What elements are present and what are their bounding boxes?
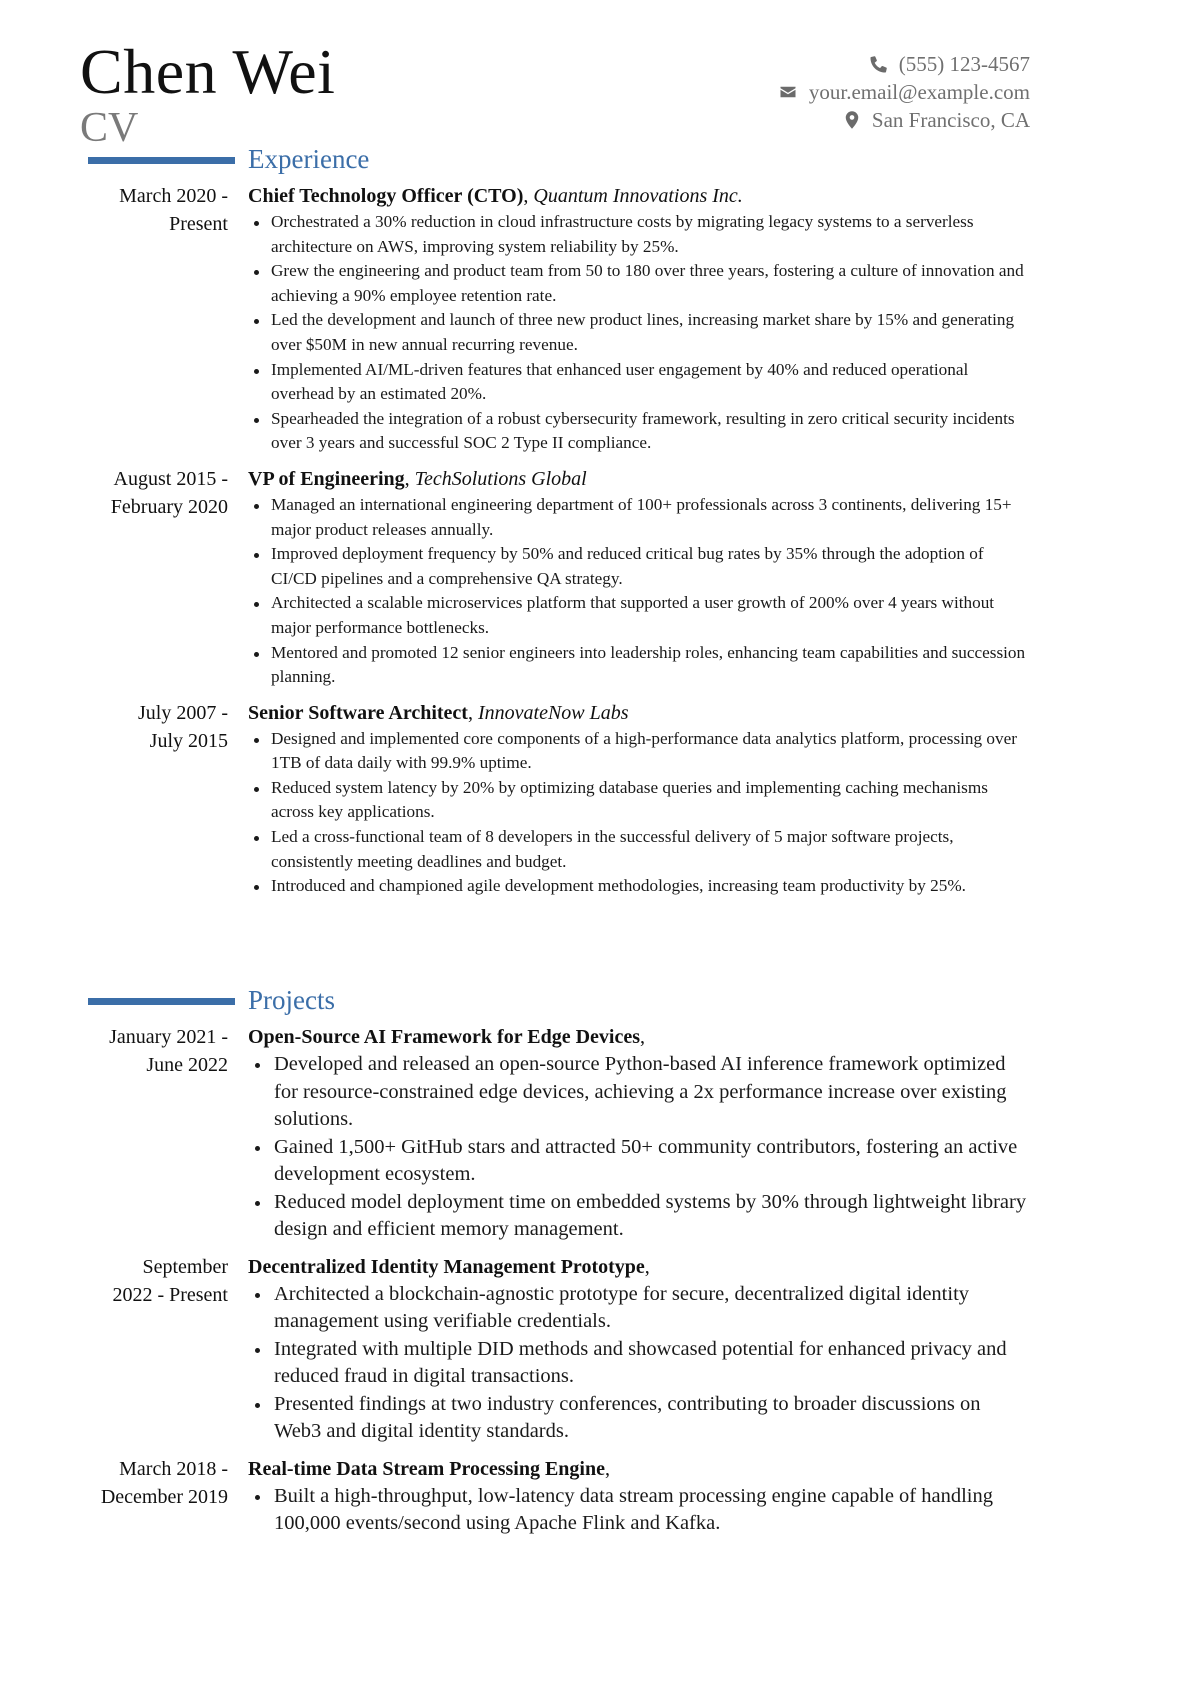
job-role: Chief Technology Officer (CTO) xyxy=(248,185,524,207)
bullet-list xyxy=(248,210,1028,456)
list-item: Improved deployment frequency by 50% and reduced critical bug rates by 35% through the adoption of CI/CD pipelines and a comprehensive QA strategy. xyxy=(248,542,1028,591)
list-item: Introduced and championed agile development methodologies, increasing team productivity by 25%. xyxy=(248,874,1028,899)
contact-location xyxy=(777,106,1030,134)
list-item: Gained 1,500+ GitHub stars and attracted 50+ community contributors, fostering an active development ecosystem. xyxy=(248,1134,1028,1189)
list-item: Led a cross-functional team of 8 developers in the successful delivery of 5 major software projects, consistently meeting deadlines and budget. xyxy=(248,825,1028,874)
experience-entry xyxy=(0,182,1190,456)
entry-title: Chief Technology Officer (CTO), Quantum Innovations Inc. xyxy=(248,185,743,207)
entry-date: July 2007 - July 2015 xyxy=(138,701,228,752)
project-name: Open-Source AI Framework for Edge Devices xyxy=(248,1026,640,1048)
entry-title: Open-Source AI Framework for Edge Devices, xyxy=(248,1026,645,1048)
section-header xyxy=(0,142,1190,178)
list-item: Built a high-throughput, low-latency data stream processing engine capable of handling 100,000 events/second using Apache Flink and Kafka. xyxy=(248,1483,1028,1538)
list-item: Mentored and promoted 12 senior engineers into leadership roles, enhancing team capabilities and succession planning. xyxy=(248,641,1028,690)
entry-title: Real-time Data Stream Processing Engine, xyxy=(248,1457,610,1480)
list-item: Architected a scalable microservices platform that supported a user growth of 200% over 4 years without major performance bottlenecks. xyxy=(248,591,1028,640)
phone-icon xyxy=(869,54,889,74)
list-item: Integrated with multiple DID methods and showcased potential for enhanced privacy and reduced fraud in digital transactions. xyxy=(248,1336,1028,1391)
map-marker-icon xyxy=(842,110,862,130)
section-title: Experience xyxy=(248,144,370,174)
section-rule xyxy=(88,157,235,164)
contact-email[interactable] xyxy=(777,78,1030,106)
projects-section xyxy=(0,983,1190,1538)
list-item: Led the development and launch of three new product lines, increasing market share by 15% and generating over $50M in new annual recurring revenue. xyxy=(248,308,1028,357)
experience-entry xyxy=(0,465,1190,690)
email-text: your.email@example.com xyxy=(808,80,1030,104)
list-item: Reduced system latency by 20% by optimizing database queries and implementing caching mechanisms across key applications. xyxy=(248,776,1028,825)
entry-date: March 2020 - Present xyxy=(119,185,228,235)
experience-entry xyxy=(0,699,1190,899)
list-item: Implemented AI/ML-driven features that enhanced user engagement by 40% and reduced operational overhead by an estimated 20%. xyxy=(248,358,1028,407)
bullet-list xyxy=(248,1281,1028,1446)
project-entry xyxy=(0,1023,1190,1244)
bullet-list xyxy=(248,493,1028,690)
entry-date: September 2022 - Present xyxy=(112,1255,228,1306)
job-role: Senior Software Architect xyxy=(248,701,468,724)
bullet-list xyxy=(248,727,1028,899)
section-header xyxy=(0,983,1190,1019)
project-entry xyxy=(0,1253,1190,1446)
section-rule xyxy=(88,998,235,1005)
bullet-list xyxy=(248,1051,1028,1244)
list-item: Developed and released an open-source Python-based AI inference framework optimized for resource-constrained edge devices, achieving a 2x performance increase over existing solutions. xyxy=(248,1051,1028,1134)
bullet-list xyxy=(248,1483,1028,1538)
entry-title: VP of Engineering, TechSolutions Global xyxy=(248,467,587,490)
list-item: Grew the engineering and product team from 50 to 180 over three years, fostering a culture of innovation and achieving a 90% employee retention rate. xyxy=(248,259,1028,308)
envelope-icon xyxy=(777,83,799,101)
list-item: Spearheaded the integration of a robust cybersecurity framework, resulting in zero critical security incidents over 3 years and successful SOC 2 Type II compliance. xyxy=(248,407,1028,456)
list-item: Designed and implemented core components of a high-performance data analytics platform, processing over 1TB of data daily with 99.9% uptime. xyxy=(248,727,1028,776)
entry-date: August 2015 - February 2020 xyxy=(110,467,228,518)
company-name: InnovateNow Labs xyxy=(477,701,629,724)
list-item: Orchestrated a 30% reduction in cloud infrastructure costs by migrating legacy systems to a serverless architecture on AWS, improving system reliability by 25%. xyxy=(248,210,1028,259)
section-title: Projects xyxy=(248,985,335,1015)
list-item: Presented findings at two industry conferences, contributing to broader discussions on Web3 and digital identity standards. xyxy=(248,1391,1028,1446)
job-role: VP of Engineering xyxy=(248,467,405,490)
entry-date: March 2018 - December 2019 xyxy=(100,1457,228,1508)
list-item: Managed an international engineering department of 100+ professionals across 3 continents, delivering 15+ major product releases annually. xyxy=(248,493,1028,542)
phone-text: (555) 123-4567 xyxy=(898,52,1030,76)
contact-block xyxy=(777,50,1030,134)
company-name: Quantum Innovations Inc. xyxy=(533,185,743,207)
project-name: Real-time Data Stream Processing Engine xyxy=(248,1457,605,1480)
list-item: Reduced model deployment time on embedded systems by 30% through lightweight library design and efficient memory management. xyxy=(248,1189,1028,1244)
location-text: San Francisco, CA xyxy=(871,108,1030,132)
company-name: TechSolutions Global xyxy=(414,467,587,490)
entry-title: Decentralized Identity Management Prototype, xyxy=(248,1255,650,1278)
project-name: Decentralized Identity Management Prototype xyxy=(248,1255,645,1278)
entry-date: January 2021 - June 2022 xyxy=(109,1026,228,1076)
person-name: Chen Wei xyxy=(80,36,336,107)
document-subtitle: CV xyxy=(80,105,139,151)
experience-section xyxy=(0,142,1190,899)
entry-title: Senior Software Architect, InnovateNow Labs xyxy=(248,701,629,724)
list-item: Architected a blockchain-agnostic prototype for secure, decentralized digital identity management using verifiable credentials. xyxy=(248,1281,1028,1336)
project-entry xyxy=(0,1455,1190,1538)
contact-phone[interactable] xyxy=(777,50,1030,78)
